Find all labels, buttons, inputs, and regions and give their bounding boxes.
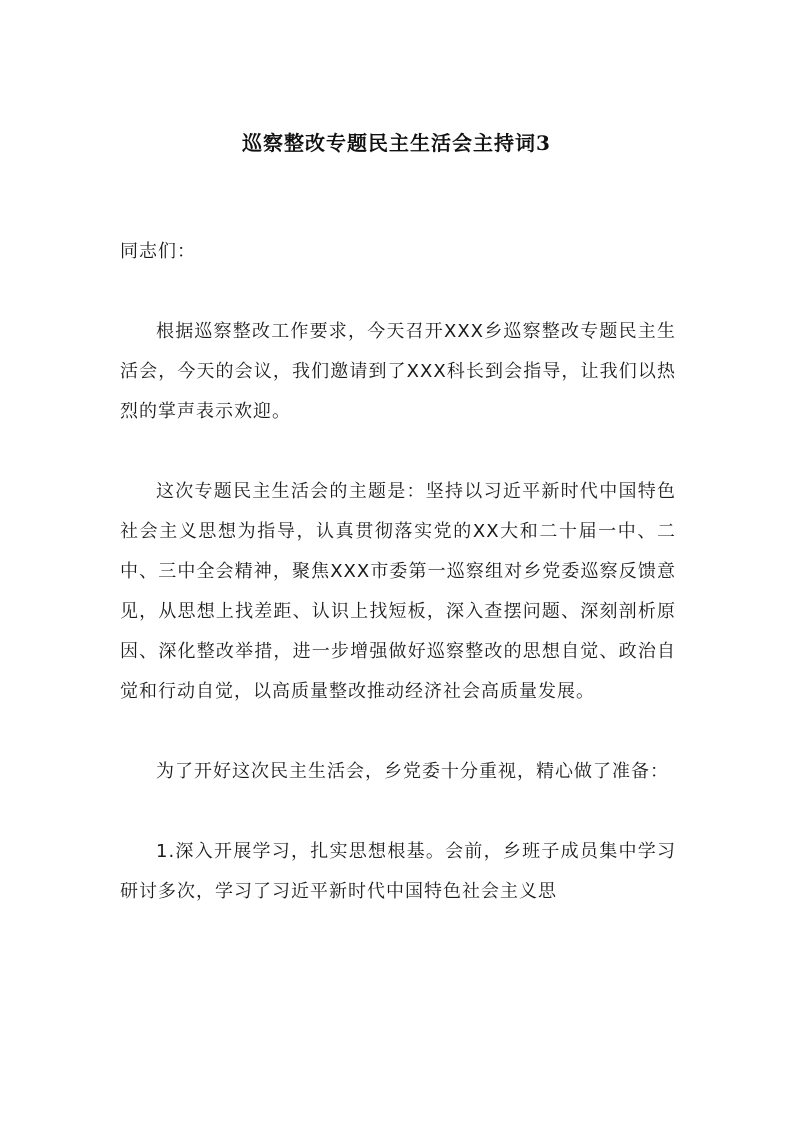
paragraph-preparation: 为了开好这次民主生活会，乡党委十分重视，精心做了准备：: [156, 761, 669, 782]
salutation: 同志们：: [120, 241, 196, 262]
paragraph-study: 1.深入开展学习，扎实思想根基。会前，乡班子成员集中学习研讨多次，学习了习近平新时代中国特色社会主义思: [120, 841, 676, 902]
document-body: [120, 232, 676, 912]
paragraph-theme: 这次专题民主生活会的主题是：坚持以习近平新时代中国特色社会主义思想为指导，认真贯彻落实党的XX大和二十届一中、二中、三中全会精神，聚焦XXX市委第一巡察组对乡党委巡察反馈意见，从思想上找差距、认识上找短板，深入查摆问题、深刻剖析原因、深化整改举措，进一步增强做好巡察整改的思想自觉、政治自觉和行动自觉，以高质量整改推动经济社会高质量发展。: [120, 481, 676, 702]
paragraph-opening: 根据巡察整改工作要求，今天召开XXX乡巡察整改专题民主生活会，今天的会议，我们邀请到了XXX科长到会指导，让我们以热烈的掌声表示欢迎。: [120, 321, 676, 422]
document-title: 巡察整改专题民主生活会主持词3: [242, 131, 551, 155]
